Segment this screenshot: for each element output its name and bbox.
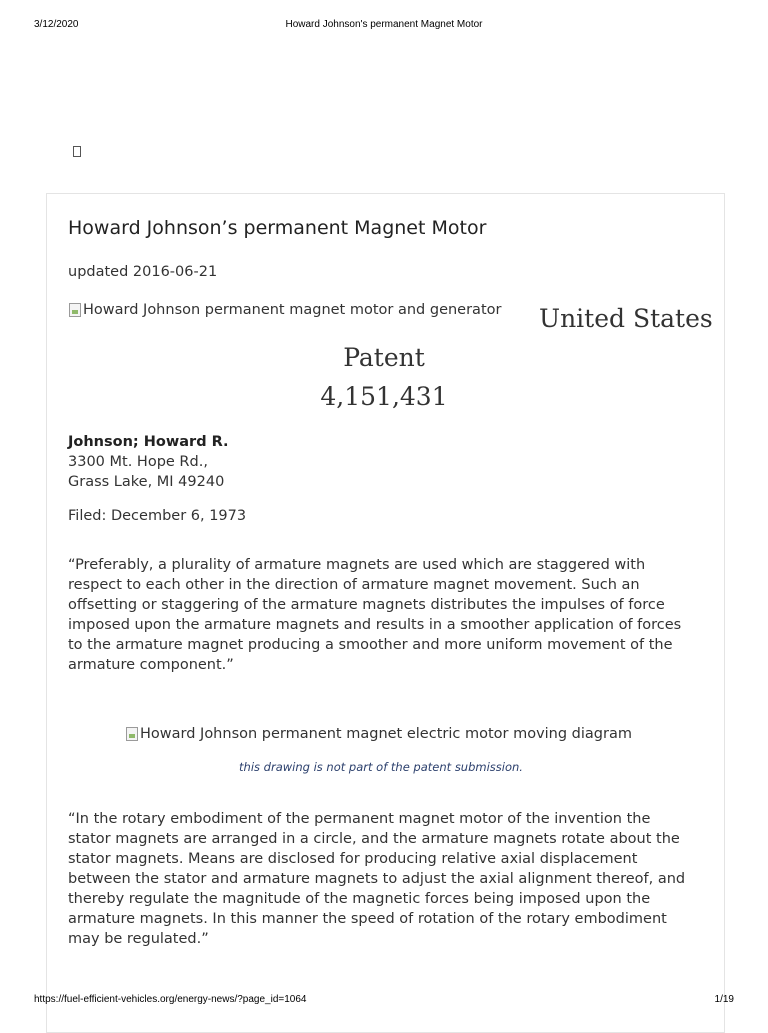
image-alt-text: Howard Johnson permanent magnet motor and generator [83,302,502,318]
print-date: 3/12/2020 [34,19,79,30]
quote-line: respect to each other in the direction of armature magnet movement. Such an [68,577,640,593]
quote-line: may be regulated.” [68,931,209,947]
quote-line: “In the rotary embodiment of the permanent magnet motor of the invention the [68,811,651,827]
updated-date: updated 2016-06-21 [68,264,218,280]
quote-line: imposed upon the armature magnets and results in a smoother application of forces [68,617,682,633]
quote-line: offsetting or staggering of the armature magnets distributes the impulses of force [68,597,665,613]
page-number: 1/19 [714,994,734,1005]
filed-date: Filed: December 6, 1973 [68,508,247,524]
motor-diagram-image [126,724,632,744]
motor-generator-image [69,300,501,320]
broken-image-icon [126,727,138,741]
quote-line: stator magnets. Means are disclosed for producing relative axial displacement [68,851,638,867]
quote-line: between the stator and armature magnets to adjust the axial alignment thereof, and [68,871,686,887]
quote-line: armature component.” [68,657,234,673]
address-line-1: 3300 Mt. Hope Rd., [68,454,208,470]
quote-line: stator magnets are arranged in a circle, and the armature magnets rotate about the [68,831,680,847]
image-caption: this drawing is not part of the patent submission. [239,760,523,774]
quote-line: armature magnets. In this manner the speed of rotation of the rotary embodiment [68,911,667,927]
address-line-2: Grass Lake, MI 49240 [68,474,225,490]
quote-line: to the armature magnet producing a smoother and more uniform movement of the [68,637,673,653]
page-url[interactable]: https://fuel-efficient-vehicles.org/energy-news/?page_id=1064 [34,994,307,1005]
print-header [34,18,734,32]
print-footer [34,993,734,1007]
patent-label: Patent [343,343,425,372]
patent-number: 4,151,431 [320,382,448,411]
patent-country: United States [539,304,713,333]
quote-line: “Preferably, a plurality of armature magnets are used which are staggered with [68,557,646,573]
patent-quote-2 [68,809,708,949]
inventor-name: Johnson; Howard R. [68,434,229,450]
quote-line: thereby regulate the magnitude of the magnetic forces being imposed upon the [68,891,651,907]
print-title: Howard Johnson's permanent Magnet Motor [285,19,483,30]
patent-quote-1 [68,555,708,675]
image-alt-text: Howard Johnson permanent magnet electric motor moving diagram [140,726,632,742]
page-title: Howard Johnson’s permanent Magnet Motor [68,217,487,239]
broken-image-icon [69,303,81,317]
missing-glyph-icon[interactable] [73,146,81,157]
